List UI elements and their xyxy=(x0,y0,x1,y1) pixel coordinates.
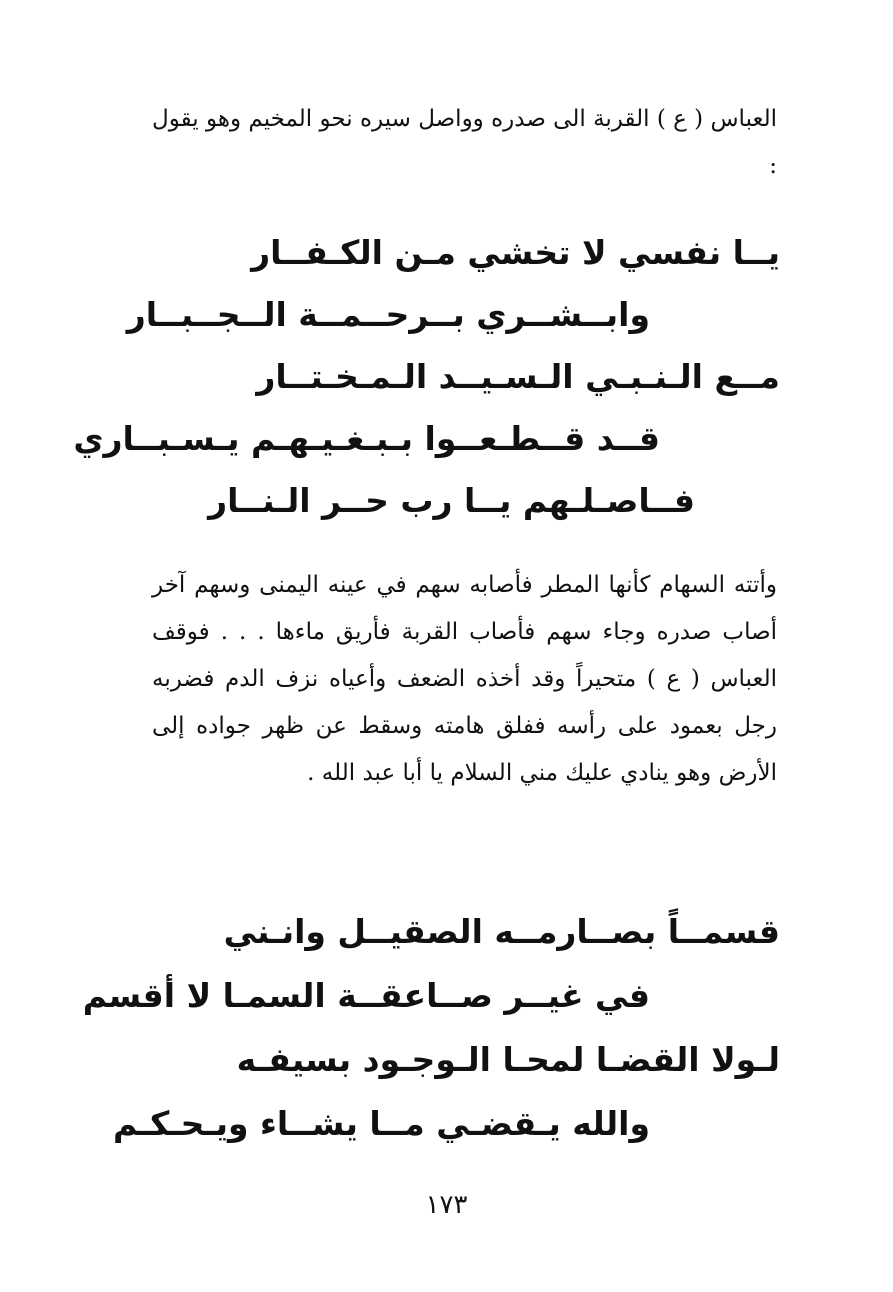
poem-2-verse-2: في غيــر صــاعقــة السمـا لا أقسم xyxy=(82,976,650,1015)
poem-1 xyxy=(73,222,780,532)
page-number: ١٧٣ xyxy=(425,1190,468,1220)
poem-1-verse-4: قــد قــطـعــوا بـبـغـيـهـم يـسـبــاري xyxy=(73,419,660,458)
poem-2-verse-3: لـولا القضـا لمحـا الـوجـود بسيفـه xyxy=(236,1040,780,1079)
intro-paragraph: العباس ( ع ) القربة الى صدره وواصل سيره نحو المخيم وهو يقول : xyxy=(152,106,777,179)
poem-1-verse-3: مــع الـنـبـي الـسـيــد الـمـخـتــار xyxy=(256,357,780,396)
narrative-paragraph: وأتته السهام كأنها المطر فأصابه سهم في عينه اليمنى وسهم آخر أصاب صدره وجاء سهم فأصاب القربة فأريق ماءها . . . فوقف العباس ( ع ) متحيراً وقد أخذه الضعف وأعياه نزف الدم فضربه رجل بعمود على رأسه ففلق هامته وسقط عن ظهر جواده إلى الأرض وهو ينادي عليك مني السلام يا أبا عبد الله . xyxy=(152,572,777,786)
poem-1-verse-5: فــاصـلـهم يــا رب حــر الـنــار xyxy=(208,481,695,520)
poem-1-verse-2: وابــشــري بــرحــمــة الــجــبــار xyxy=(126,295,650,334)
poem-2-verse-1: قسمــاً بصــارمــه الصقيــل وانـني xyxy=(223,912,780,951)
poem-2-verse-4: والله يـقضـي مــا يشــاء ويـحـكـم xyxy=(112,1104,650,1143)
poem-2 xyxy=(82,900,780,1156)
poem-1-verse-1: يــا نفسي لا تخشي مـن الكـفــار xyxy=(251,233,780,272)
